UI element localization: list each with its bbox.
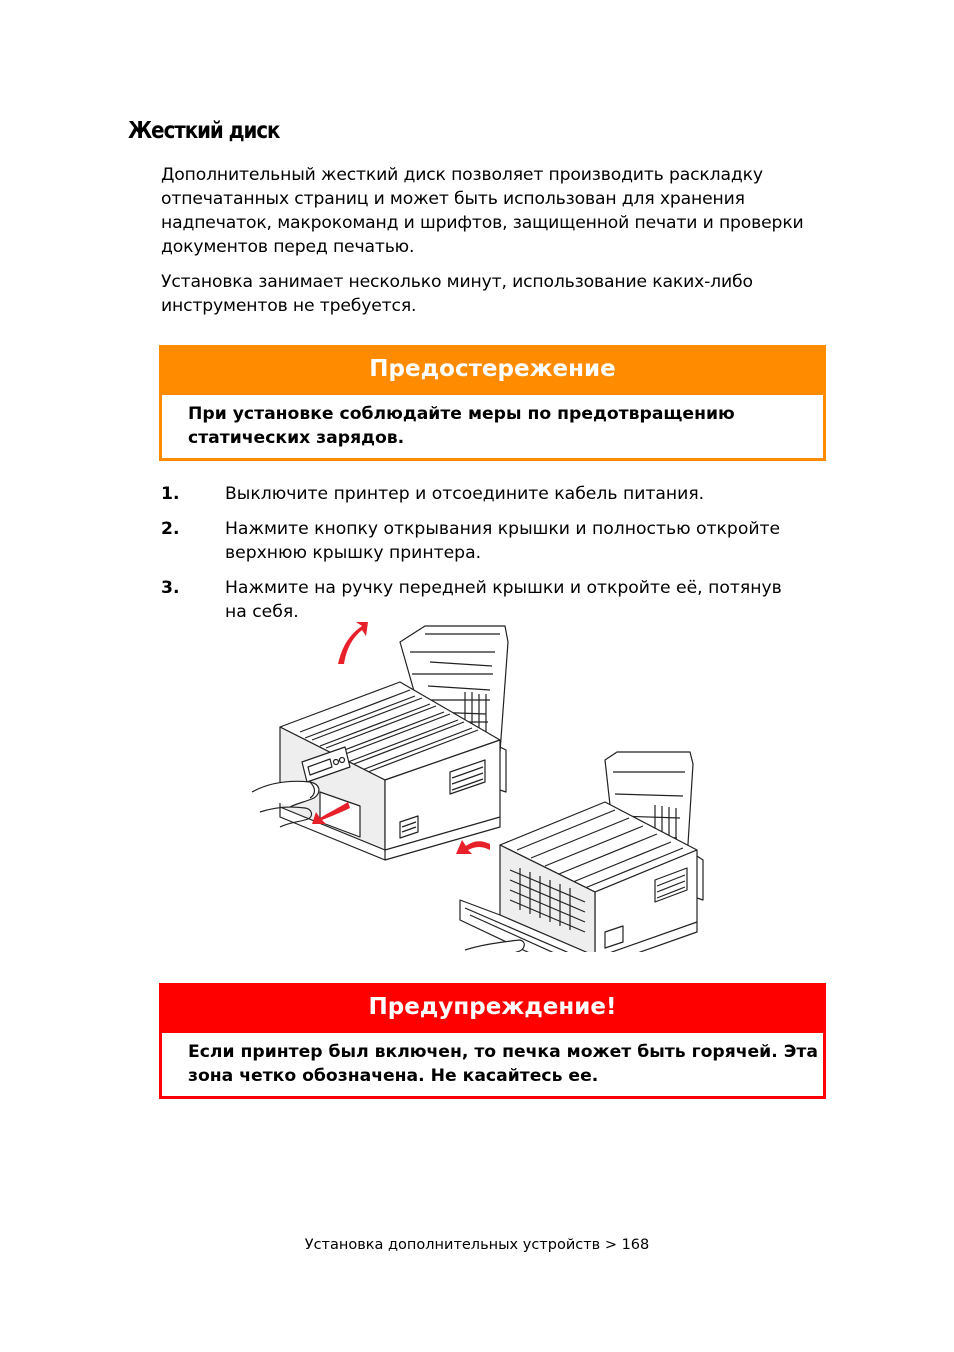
section-heading: Жесткий диск <box>128 118 280 144</box>
step-number: 1. <box>161 484 180 504</box>
step-text: Нажмите кнопку открывания крышки и полностью откройте верхнюю крышку принтера. <box>225 519 781 563</box>
step-text: Нажмите на ручку передней крышки и откройте её, потянув на себя. <box>225 578 782 622</box>
arrow-up-icon <box>338 622 368 664</box>
caution-title: Предостережение <box>159 345 826 395</box>
printer-left-icon <box>252 626 508 860</box>
step-number: 2. <box>161 519 180 539</box>
caution-text: При установке соблюдайте меры по предотвращению статических зарядов. <box>162 395 823 458</box>
step-text: Выключите принтер и отсоедините кабель питания. <box>225 484 705 504</box>
intro-paragraph: Дополнительный жесткий диск позволяет производить раскладку отпечатанных страниц и может быть использован для хранения надпечаток, макрокоманд и шрифтов, защищенной печати и проверки документов перед печатью. <box>161 165 804 257</box>
warning-box <box>159 983 826 1099</box>
step-number: 3. <box>161 578 180 598</box>
printer-illustration <box>250 622 730 952</box>
caution-box <box>159 345 826 461</box>
arrow-left-curve-icon <box>456 840 490 854</box>
page-footer: Установка дополнительных устройств > 168 <box>304 1237 650 1253</box>
warning-title: Предупреждение! <box>159 983 826 1033</box>
install-time-paragraph: Установка занимает несколько минут, использование каких-либо инструментов не требуется. <box>161 272 753 316</box>
warning-text: Если принтер был включен, то печка может быть горячей. Эта зона четко обозначена. Не касайтесь ее. <box>162 1033 823 1096</box>
